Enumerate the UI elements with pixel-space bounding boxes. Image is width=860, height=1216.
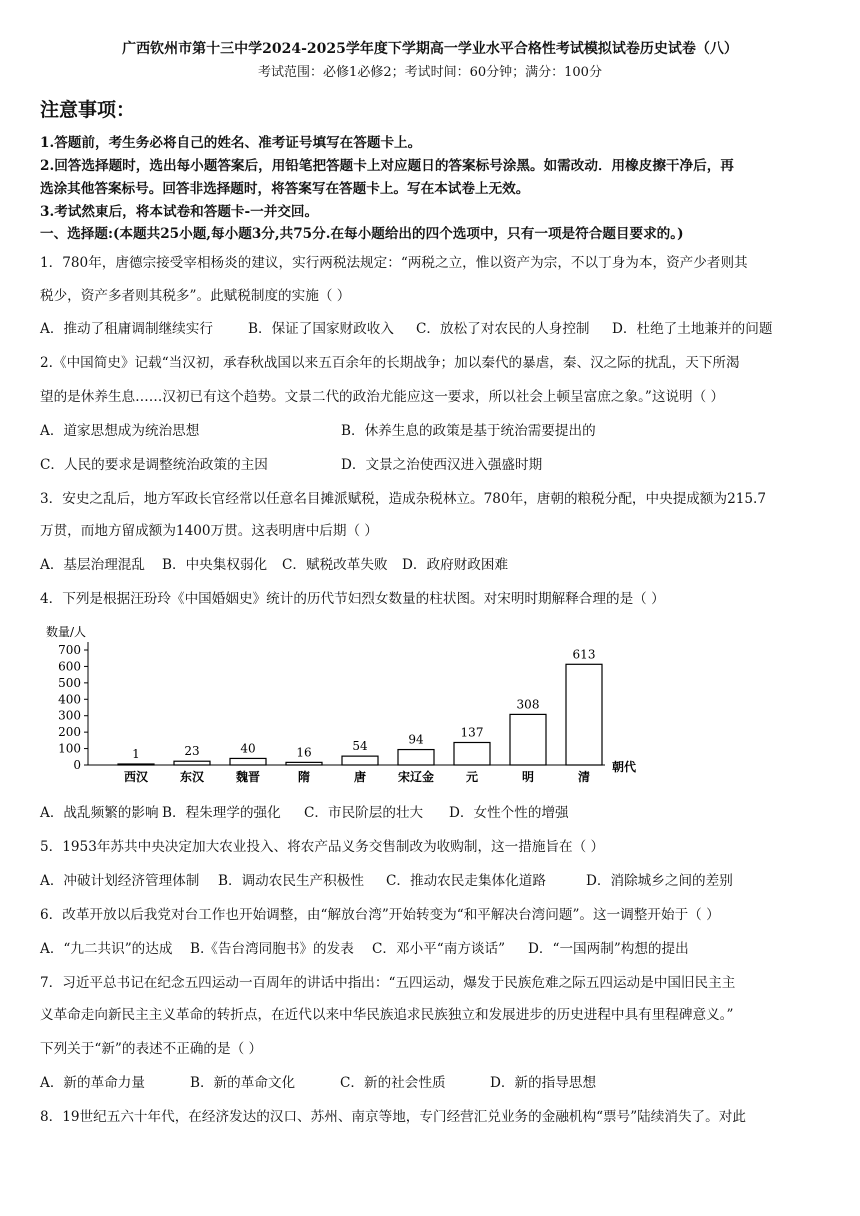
q5-option-d: D．消除城乡之间的差别 [586, 873, 733, 889]
y-tick-label: 700 [58, 643, 81, 657]
q6-option-b: B.《告台湾同胞书》的发表 [190, 941, 354, 957]
x-tick-label: 元 [465, 770, 479, 784]
q3-option-a: A．基层治理混乱 [40, 557, 145, 573]
notice-item: 2.回答选择题时，选出每小题答案后，用铅笔把答题卡上对应题日的答案标号涂黑。如需改动．用橡皮擦干净后，再 [40, 158, 734, 174]
y-tick-label: 500 [58, 675, 81, 690]
q5-option-a: A．冲破计划经济管理体制 [40, 873, 200, 889]
y-tick-label: 200 [58, 725, 81, 740]
y-tick-label: 300 [58, 708, 81, 723]
q1-option-c: C．放松了对农民的人身控制 [416, 321, 590, 337]
question-3-line: 万贯，而地方留成额为1400万贯。这表明唐中后期（ ） [40, 523, 378, 539]
y-tick-label: 0 [73, 758, 81, 772]
question-1-line: 1．780年，唐德宗接受宰相杨炎的建议，实行两税法规定：“两税之立，惟以资产为宗，不以丁身为本，资产少者则其 [40, 255, 748, 271]
q7-option-c: C．新的社会性质 [340, 1075, 446, 1091]
bar [118, 764, 154, 765]
x-tick-label: 魏晋 [235, 770, 261, 784]
q5-option-b: B．调动农民生产积极性 [218, 873, 364, 889]
bar-chart [40, 620, 640, 790]
q4-option-b: B．程朱理学的强化 [162, 805, 281, 821]
bar [342, 756, 378, 765]
exam-subtitle: 考试范围：必修1必修2；考试时间：60分钟；满分：100分 [258, 65, 602, 80]
x-tick-label: 宋辽金 [397, 770, 435, 784]
data-label: 40 [240, 741, 256, 756]
x-tick-label: 东汉 [179, 770, 205, 784]
q7-option-b: B．新的革命文化 [190, 1075, 296, 1091]
question-8-line: 8．19世纪五六十年代，在经济发达的汉口、苏州、南京等地，专门经营汇兑业务的金融机构“票号”陆续消失了。对此 [40, 1109, 746, 1125]
q5-option-c: C．推动农民走集体化道路 [386, 873, 546, 889]
bar [286, 762, 322, 765]
q2-option-c: C．人民的要求是调整统治政策的主因 [40, 457, 268, 473]
data-label: 16 [296, 745, 312, 760]
q1-option-b: B．保证了国家财政收入 [248, 321, 394, 337]
data-label: 54 [352, 739, 368, 754]
q1-option-a: A．推动了租庸调制继续实行 [40, 321, 213, 337]
x-tick-label: 明 [521, 770, 535, 784]
q6-option-a: A．“九二共识”的达成 [40, 941, 173, 957]
y-tick-label: 400 [58, 692, 81, 707]
data-label: 1 [132, 747, 140, 761]
data-label: 613 [572, 647, 596, 662]
question-7-line: 7．习近平总书记在纪念五四运动一百周年的讲话中指出：“五四运动，爆发于民族危难之际五四运动是中国旧民主主 [40, 975, 736, 991]
question-2-line: 2.《中国简史》记载“当汉初，承春秋战国以来五百余年的长期战争；加以秦代的暴虐，秦、汉之际的扰乱，天下所渴 [40, 355, 740, 371]
section-heading: 一、选择题:(本题共25小题,每小题3分,共75分.在每小题给出的四个选项中，只有一项是符合题目要求的。) [40, 226, 684, 242]
q3-option-d: D．政府财政困难 [402, 557, 509, 573]
question-5-line: 5．1953年苏共中央决定加大农业投入、将农产品义务交售制改为收购制，这一措施旨在（ ） [40, 839, 605, 855]
q7-option-d: D．新的指导思想 [490, 1075, 597, 1091]
notice-item: 3.考试然東后，将本试卷和答题卡-一并交回。 [40, 204, 319, 220]
data-label: 94 [408, 732, 424, 747]
q2-option-d: D．文景之治使西汉进入强盛时期 [341, 457, 543, 473]
question-1-line: 税少，资产多者则其税多”。此赋税制度的实施（ ） [40, 288, 351, 304]
question-7-line: 下列关于“新”的表述不正确的是（ ） [40, 1041, 263, 1057]
q2-option-a: A．道家思想成为统治思想 [40, 423, 200, 439]
q4-option-a: A．战乱频繁的影响 [40, 805, 159, 821]
q2-option-b: B．休养生息的政策是基于统治需要提出的 [341, 423, 596, 439]
x-tick-label: 唐 [353, 770, 367, 784]
bar [510, 714, 546, 765]
question-2-line: 望的是休养生息……汉初已有这个趋势。文景二代的政治尤能应这一要求，所以社会上顿呈富庶之象。”这说明（ ） [40, 389, 725, 405]
q1-option-d: D．杜绝了土地兼并的问题 [612, 321, 773, 337]
q3-option-c: C．赋税改革失败 [282, 557, 388, 573]
bar [566, 664, 602, 765]
q7-option-a: A．新的革命力量 [40, 1075, 145, 1091]
x-tick-label: 西汉 [123, 770, 149, 784]
data-label: 137 [460, 725, 484, 740]
q6-option-d: D．“一国两制”构想的提出 [528, 941, 689, 957]
notice-item: 选涂其他答案标号。回答非选择题时，将答案写在答题卡上。写在本试卷上无效。 [40, 181, 530, 197]
q6-option-c: C．邓小平“南方谈话” [372, 941, 506, 957]
q4-option-c: C．市民阶层的壮大 [304, 805, 424, 821]
question-4-line: 4．下列是根据汪玢玲《中国婚姻史》统计的历代节妇烈女数量的柱状图。对宋明时期解释合理的是（ ） [40, 591, 665, 607]
y-tick-label: 600 [58, 659, 81, 674]
data-label: 308 [516, 697, 540, 712]
q3-option-b: B．中央集权弱化 [162, 557, 268, 573]
exam-title: 广西钦州市第十三中学2024-2025学年度下学期高一学业水平合格性考试模拟试卷历史试卷（八） [122, 41, 738, 57]
data-label: 23 [184, 744, 200, 759]
x-tick-label: 清 [577, 770, 591, 784]
bar [398, 750, 434, 765]
x-axis-label: 朝代 [612, 760, 637, 774]
question-3-line: 3．安史之乱后，地方军政长官经常以任意名目摊派赋税，造成杂税林立。780年，唐朝的粮税分配，中央提成额为215.7 [40, 491, 767, 507]
notice-item: 1.答题前，考生务必将自己的姓名、准考证号填写在答题卡上。 [40, 135, 422, 151]
bar [174, 761, 210, 765]
bar [454, 742, 490, 765]
x-tick-label: 隋 [297, 770, 311, 784]
y-axis-label: 数量/人 [46, 625, 87, 639]
y-tick-label: 100 [58, 741, 81, 756]
q4-option-d: D．女性个性的增强 [449, 805, 569, 821]
bar [230, 758, 266, 765]
question-6-line: 6．改革开放以后我党对台工作也开始调整，由“解放台湾”开始转变为“和平解决台湾问题”。这一调整开始于（ ） [40, 907, 720, 923]
question-7-line: 义革命走向新民主主义革命的转折点，在近代以来中华民族追求民族独立和发展进步的历史进程中具有里程碑意义。” [40, 1007, 734, 1023]
notice-heading: 注意事项： [40, 99, 136, 121]
